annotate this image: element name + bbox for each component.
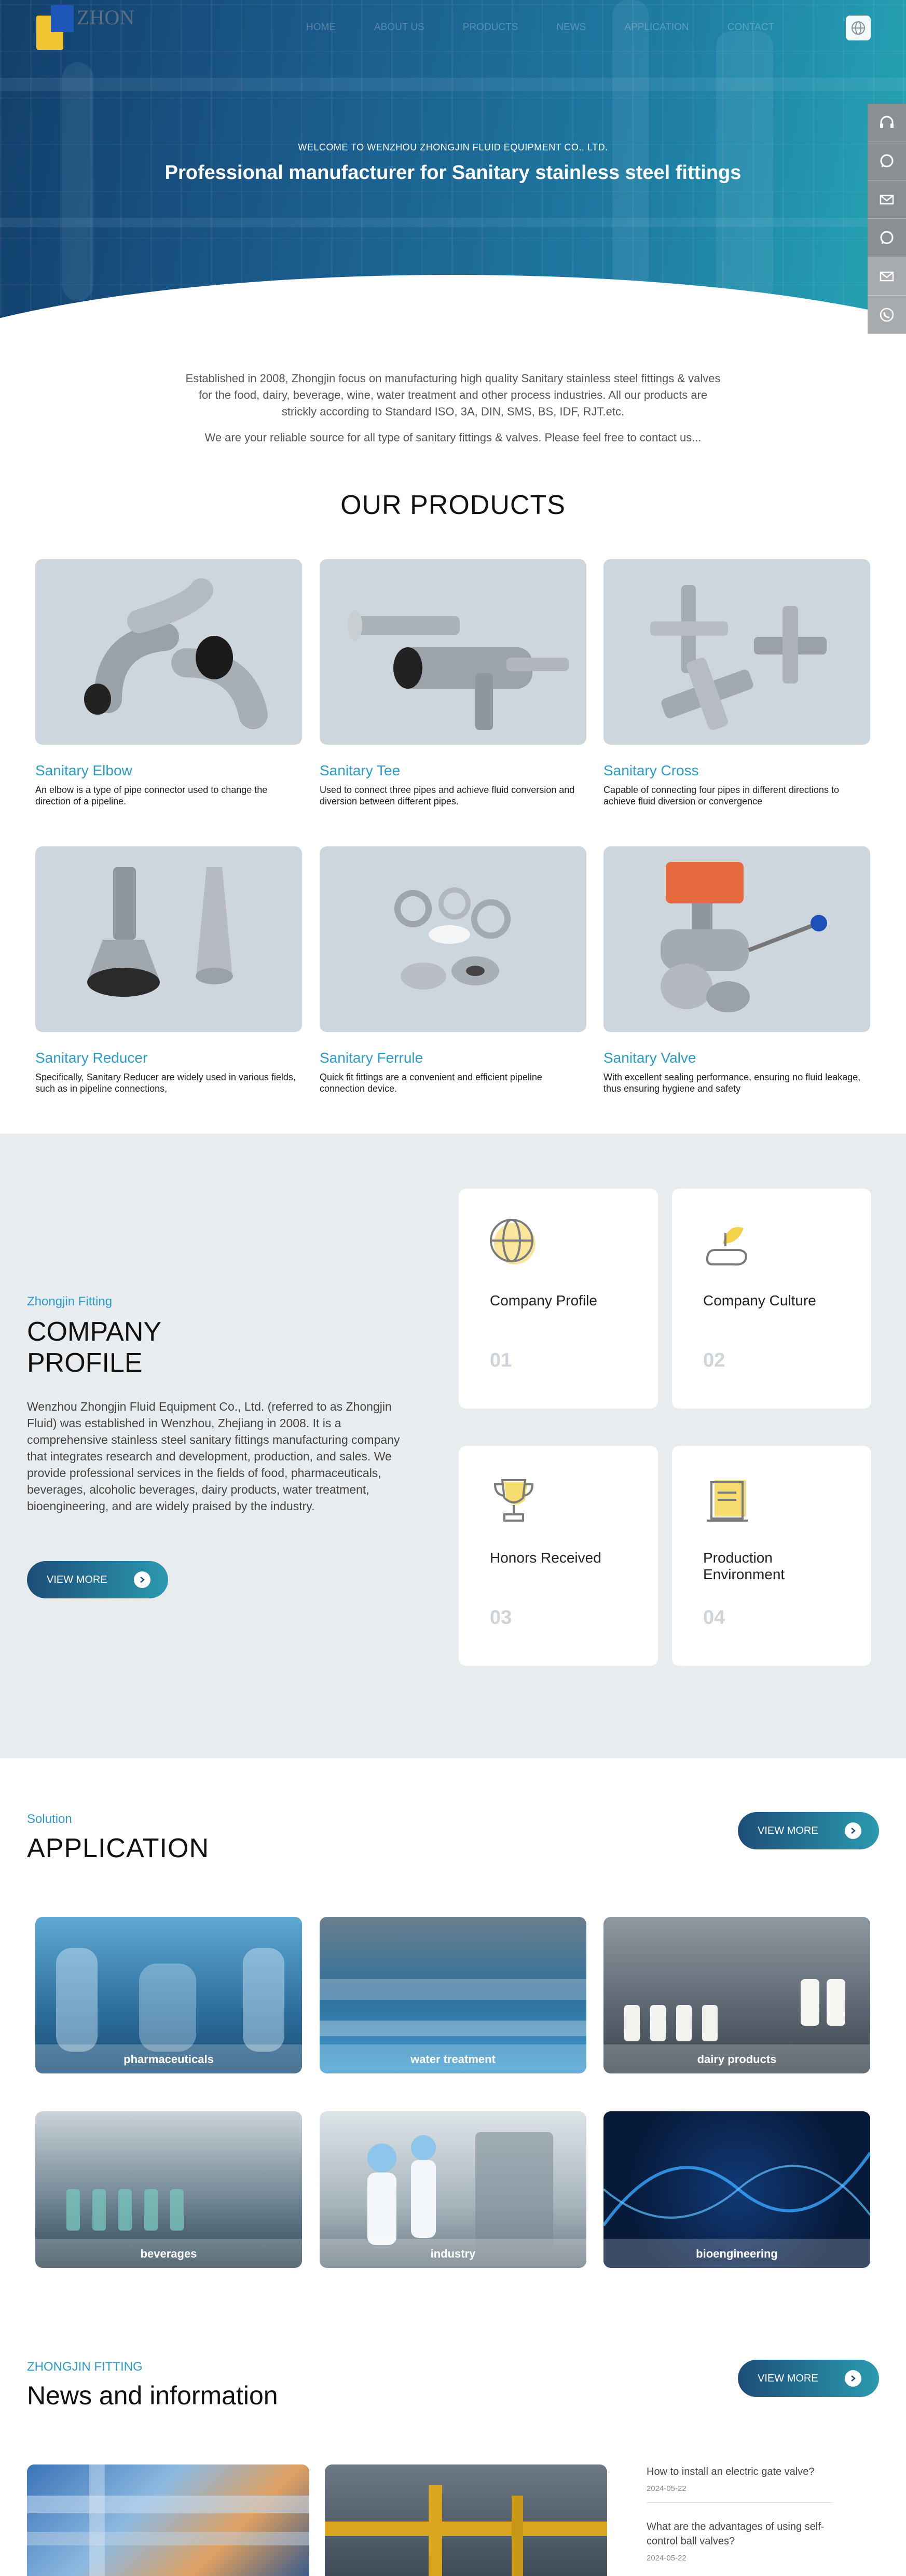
main-nav	[306, 22, 774, 33]
application-card-bioengineering[interactable]	[603, 2111, 870, 2268]
button-label: VIEW MORE	[47, 1574, 107, 1585]
news-title: News and information	[27, 2381, 278, 2410]
profile-text: Wenzhou Zhongjin Fluid Equipment Co., Ltd. (referred to as Zhongjin Fluid) was established in Wenzhou, Zhejiang in 2008. It is a comprehensive stainless steel sanitary fittings manufacturing company that integrates research and development, production, and sales. We provide professional services in the fields of food, pharmaceuticals, beverages, alcoholic beverages, dairy products, water treatment, bioengineering, and are widely praised by the industry.	[27, 1400, 400, 1513]
news-item[interactable]	[647, 2464, 833, 2503]
product-desc: Capable of connecting four pipes in different directions to achieve fluid diversion or convergence	[603, 785, 839, 806]
news-item-date: 2024-05-22	[647, 2554, 687, 2563]
trophy-icon	[489, 1475, 541, 1527]
card-number: 02	[703, 1349, 725, 1371]
profile-card-honors[interactable]	[459, 1446, 658, 1666]
product-name[interactable]: Sanitary Elbow	[35, 762, 132, 778]
mail-icon	[878, 191, 896, 208]
application-label: bioengineering	[696, 2247, 778, 2260]
product-card-tee[interactable]	[320, 559, 586, 807]
news-item-date: 2024-05-22	[647, 2484, 687, 2493]
product-card-ferrule[interactable]	[320, 846, 586, 1094]
headset-button[interactable]	[868, 104, 906, 142]
products-title: OUR PRODUCTS	[340, 490, 566, 520]
product-name[interactable]: Sanitary Reducer	[35, 1050, 148, 1066]
product-desc: Specifically, Sanitary Reducer are widely used in various fields, such as in pipeline connections,	[35, 1072, 296, 1094]
application-label: industry	[430, 2247, 476, 2260]
nav-item-products[interactable]: PRODUCTS	[462, 22, 518, 33]
hero-banner	[0, 0, 906, 332]
application-card-dairy-products[interactable]	[603, 1917, 870, 2073]
nav-item-news[interactable]: NEWS	[556, 22, 586, 33]
mail-button[interactable]	[868, 180, 906, 219]
whatsapp-button-2[interactable]	[868, 219, 906, 257]
product-desc: Quick fit fittings are a convenient and efficient pipeline connection device.	[320, 1072, 542, 1094]
news-image-1[interactable]	[27, 2464, 309, 2576]
nav-item-home[interactable]: HOME	[306, 22, 336, 33]
application-card-industry[interactable]	[320, 2111, 586, 2268]
news-subtitle: ZHONGJIN FITTING	[27, 2360, 143, 2374]
intro-text	[182, 370, 724, 455]
application-label: water treatment	[410, 2053, 496, 2066]
hero-pipe-decor	[0, 78, 906, 91]
hero-title: Professional manufacturer for Sanitary stainless steel fittings	[164, 162, 742, 184]
news-item-title[interactable]: How to install an electric gate valve?	[647, 2466, 815, 2477]
profile-view-more-button[interactable]	[27, 1561, 168, 1598]
whatsapp-icon	[878, 229, 896, 247]
card-number: 03	[490, 1607, 512, 1628]
product-name[interactable]: Sanitary Cross	[603, 762, 699, 778]
product-image[interactable]	[320, 559, 586, 745]
product-card-reducer[interactable]	[35, 846, 302, 1094]
hero-welcome: WELCOME TO WENZHOU ZHONGJIN FLUID EQUIPMENT CO., LTD.	[298, 142, 608, 152]
news-item-title[interactable]: What are the advantages of using self-control ball valves?	[647, 2521, 825, 2547]
card-number: 01	[490, 1349, 512, 1371]
news-image-2[interactable]	[325, 2464, 607, 2576]
application-title: APPLICATION	[27, 1833, 210, 1863]
phone-icon	[878, 306, 896, 324]
application-card-water-treatment[interactable]	[320, 1917, 586, 2073]
profile-card-production[interactable]	[672, 1446, 871, 1666]
application-label: dairy products	[697, 2053, 777, 2066]
card-label: Company Profile	[490, 1292, 597, 1308]
button-label: VIEW MORE	[758, 1825, 818, 1836]
application-label: beverages	[140, 2247, 197, 2260]
product-card-elbow[interactable]	[35, 559, 302, 807]
product-desc: An elbow is a type of pipe connector used to change the direction of a pipeline.	[35, 785, 268, 806]
profile-card-company-culture[interactable]	[672, 1189, 871, 1409]
product-image[interactable]	[603, 559, 870, 745]
nav-item-application[interactable]: APPLICATION	[624, 22, 689, 33]
application-view-more-button[interactable]	[738, 1812, 879, 1849]
product-name[interactable]: Sanitary Tee	[320, 762, 401, 778]
profile-title: COMPANY PROFILE	[27, 1317, 161, 1378]
product-image[interactable]	[320, 846, 586, 1032]
card-number: 04	[703, 1607, 725, 1628]
news-item[interactable]	[647, 2519, 833, 2563]
whatsapp-button[interactable]	[868, 142, 906, 180]
factory-icon	[702, 1475, 754, 1527]
product-desc: With excellent sealing performance, ensuring no fluid leakage, thus ensuring hygiene and safety	[603, 1072, 861, 1094]
hand-plant-icon	[702, 1218, 754, 1270]
company-profile-section	[0, 1134, 906, 1758]
application-card-pharmaceuticals[interactable]	[35, 1917, 302, 2073]
product-card-cross[interactable]	[603, 559, 870, 807]
intro-paragraph-2: We are your reliable source for all type of sanitary fittings & valves. Please feel free to contact us...	[204, 431, 702, 444]
arrow-right-icon	[845, 1822, 861, 1839]
news-view-more-button[interactable]	[738, 2360, 879, 2397]
button-label: VIEW MORE	[758, 2372, 818, 2384]
side-contact-bar	[868, 104, 906, 334]
headset-icon	[878, 114, 896, 132]
application-label: pharmaceuticals	[123, 2053, 214, 2066]
application-subtitle: Solution	[27, 1812, 72, 1826]
application-card-beverages[interactable]	[35, 2111, 302, 2268]
product-desc: Used to connect three pipes and achieve fluid conversion and diversion between different pipes.	[320, 785, 575, 806]
profile-card-company-profile[interactable]	[459, 1189, 658, 1409]
intro-paragraph-1: Established in 2008, Zhongjin focus on manufacturing high quality Sanitary stainless steel fittings & valves for the food, dairy, beverage, wine, water treatment and other process industries. All our products are strickly according to Standard ISO, 3A, DIN, SMS, BS, IDF, RJT.etc.	[185, 372, 721, 418]
nav-item-about[interactable]: ABOUT US	[374, 22, 424, 33]
divider	[647, 2502, 833, 2503]
logo-text: ZHON	[77, 6, 135, 29]
product-name[interactable]: Sanitary Ferrule	[320, 1050, 423, 1066]
nav-item-contact[interactable]: CONTACT	[727, 22, 775, 33]
hero-pipe-decor	[0, 218, 906, 227]
language-globe-button[interactable]	[846, 16, 871, 40]
arrow-right-icon	[134, 1571, 150, 1588]
phone-button[interactable]	[868, 296, 906, 334]
card-label: Honors Received	[490, 1550, 601, 1566]
profile-subtitle: Zhongjin Fitting	[27, 1294, 113, 1308]
product-image[interactable]	[35, 559, 302, 745]
whatsapp-icon	[878, 152, 896, 170]
globe-icon	[850, 20, 866, 36]
globe-icon	[489, 1218, 541, 1270]
product-card-valve[interactable]	[603, 846, 870, 1094]
mail-icon	[878, 268, 896, 285]
product-image[interactable]	[603, 846, 870, 1032]
mail-button-2[interactable]	[868, 257, 906, 296]
logo[interactable]	[36, 5, 135, 52]
arrow-right-icon	[845, 2370, 861, 2387]
card-label: Production Environment	[703, 1550, 785, 1582]
card-label: Company Culture	[703, 1292, 816, 1308]
product-name[interactable]: Sanitary Valve	[603, 1050, 696, 1066]
product-image[interactable]	[35, 846, 302, 1032]
